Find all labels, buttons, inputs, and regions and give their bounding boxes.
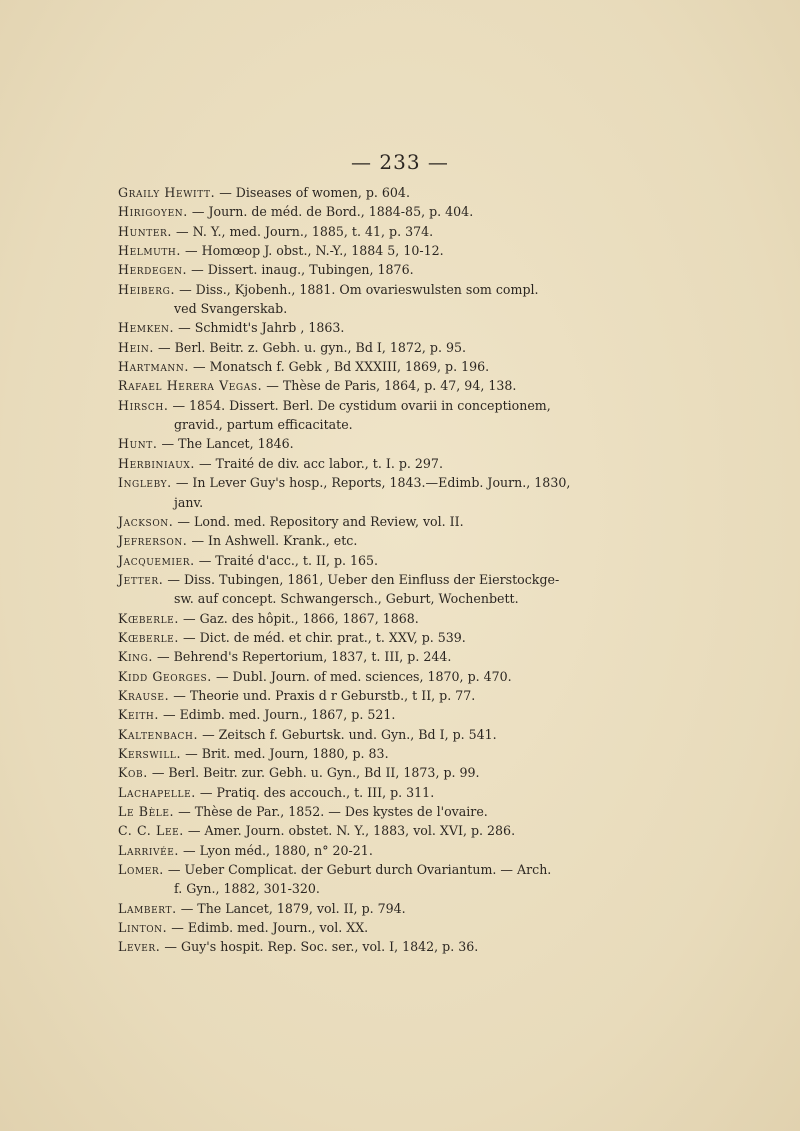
author-name: Jetter. <box>118 571 164 587</box>
reference-text: — Berl. Beitr. z. Gebh. u. gyn., Bd I, 1872, p. 95. <box>158 339 467 355</box>
author-name: Larrivée. <box>118 842 180 858</box>
bibliography-entry <box>118 763 598 782</box>
bibliography-entry <box>118 609 598 628</box>
author-name: Ingleby. <box>118 475 172 491</box>
reference-text: — In Lever Guy's hosp., Reports, 1843.—Edimb. Journ., 1830, <box>175 475 571 491</box>
bibliography-entry <box>118 667 598 686</box>
bibliography-entry <box>118 628 598 647</box>
bibliography-entry <box>118 222 598 241</box>
reference-text: — Lyon méd., 1880, n° 20-21. <box>183 842 373 858</box>
bibliography-entry <box>118 725 598 744</box>
reference-text: — Amer. Journ. obstet. N. Y., 1883, vol. XVI, p. 286. <box>187 823 516 839</box>
author-name: Kerswill. <box>118 745 182 761</box>
author-name: Le Bèle. <box>118 804 175 819</box>
reference-text: — Lond. med. Repository and Review, vol. II. <box>177 513 464 529</box>
bibliography-entry <box>118 241 598 260</box>
reference-continuation: sw. auf concept. Schwangersch., Geburt, Wochenbett. <box>174 591 519 607</box>
reference-text: — Schmidt's Jahrb , 1863. <box>178 320 345 336</box>
reference-text: — Diss., Kjobenh., 1881. Om ovarieswulsten som compl. <box>179 281 539 297</box>
bibliography-entry <box>118 551 598 570</box>
author-name: Helmuth. <box>118 243 181 259</box>
bibliography-entry <box>118 783 598 802</box>
bibliography-entry <box>118 860 598 899</box>
author-name: Lever. <box>118 939 161 955</box>
reference-text: — Dubl. Journ. of med. sciences, 1870, p. 470. <box>215 668 512 684</box>
author-name: Hunter. <box>118 223 172 239</box>
author-name: Krause. <box>118 687 170 703</box>
bibliography-entry <box>118 434 598 453</box>
author-name: C. C. Lee. <box>118 823 184 839</box>
bibliography-entry <box>118 647 598 666</box>
reference-text: — Gaz. des hôpit., 1866, 1867, 1868. <box>182 610 419 626</box>
reference-text: — Edimb. med. Journ., 1867, p. 521. <box>163 707 396 723</box>
author-name: Jefrerson. <box>118 533 188 549</box>
bibliography-entry <box>118 705 598 724</box>
bibliography-entry <box>118 376 598 395</box>
reference-text: — Diseases of women, p. 604. <box>219 185 410 200</box>
bibliography-entry <box>118 744 598 763</box>
reference-text: — Ueber Complicat. der Geburt durch Ovariantum. — Arch. <box>167 862 552 878</box>
reference-text: — Traité d'acc., t. II, p. 165. <box>198 552 379 568</box>
bibliography-entry <box>118 396 598 435</box>
reference-text: — Traité de div. acc labor., t. I. p. 297. <box>199 455 443 471</box>
reference-text: — Edimb. med. Journ., vol. XX. <box>171 920 369 936</box>
reference-text: — The Lancet, 1846. <box>161 436 294 452</box>
author-name: Lambert. <box>118 900 177 916</box>
bibliography-entry <box>118 570 598 609</box>
reference-text: — Theorie und. Praxis d r Geburstb., t II, p. 77. <box>173 687 476 703</box>
bibliography-entry <box>118 937 598 956</box>
reference-text: — Zeitsch f. Geburtsk. und. Gyn., Bd I, p. 541. <box>202 726 497 742</box>
author-name: Herdegen. <box>118 262 188 278</box>
reference-text: — Monatsch f. Gebk , Bd XXXIII, 1869, p. 196. <box>193 359 490 375</box>
reference-text: — Thèse de Paris, 1864, p. 47, 94, 138. <box>266 378 517 394</box>
bibliography-entry <box>118 821 598 840</box>
reference-text: — Thèse de Par., 1852. — Des kystes de l'ovaire. <box>178 804 488 819</box>
author-name: Kob. <box>118 765 148 781</box>
bibliography-entry <box>118 454 598 473</box>
bibliography-entry <box>118 473 598 512</box>
reference-text: — Behrend's Repertorium, 1837, t. III, p. 244. <box>157 649 452 665</box>
reference-text: — Dict. de méd. et chir. prat., t. XXV, p. 539. <box>182 629 466 645</box>
reference-text: — Dissert. inaug., Tubingen, 1876. <box>191 262 414 278</box>
author-name: Hein. <box>118 339 154 355</box>
author-name: Jacquemier. <box>118 552 195 568</box>
author-name: Hirigoyen. <box>118 204 188 220</box>
author-name: Kœberle. <box>118 629 179 645</box>
reference-continuation: ved Svangerskab. <box>174 301 288 317</box>
author-name: Hemken. <box>118 320 175 336</box>
author-name: Hartmann. <box>118 359 189 375</box>
bibliography-entry <box>118 357 598 376</box>
reference-continuation: f. Gyn., 1882, 301-320. <box>174 881 320 897</box>
bibliography-entry <box>118 338 598 357</box>
bibliography-list <box>118 183 598 957</box>
author-name: Heiberg. <box>118 281 176 297</box>
bibliography-entry <box>118 318 598 337</box>
reference-text: — Berl. Beitr. zur. Gebh. u. Gyn., Bd II, 1873, p. 99. <box>151 765 480 781</box>
bibliography-entry <box>118 512 598 531</box>
author-name: Graily Hewitt. <box>118 185 216 200</box>
bibliography-entry <box>118 260 598 279</box>
reference-text: — In Ashwell. Krank., etc. <box>191 533 358 549</box>
author-name: Kaltenbach. <box>118 726 199 742</box>
author-name: Kœberle. <box>118 610 179 626</box>
author-name: Herbiniaux. <box>118 455 196 471</box>
author-name: Hunt. <box>118 436 158 452</box>
reference-text: — N. Y., med. Journ., 1885, t. 41, p. 374. <box>176 223 434 239</box>
reference-text: — Homœop J. obst., N.-Y., 1884 5, 10-12. <box>185 243 444 259</box>
reference-continuation: gravid., partum efficacitate. <box>174 417 353 433</box>
bibliography-entry <box>118 686 598 705</box>
bibliography-entry <box>118 183 598 202</box>
author-name: Keith. <box>118 707 159 723</box>
bibliography-entry <box>118 841 598 860</box>
bibliography-entry <box>118 802 598 821</box>
reference-text: — Diss. Tubingen, 1861, Ueber den Einfluss der Eierstockge- <box>167 571 560 587</box>
reference-text: — The Lancet, 1879, vol. II, p. 794. <box>180 900 406 916</box>
reference-text: — Guy's hospit. Rep. Soc. ser., vol. I, 1842, p. 36. <box>164 939 479 955</box>
bibliography-entry <box>118 899 598 918</box>
author-name: Lomer. <box>118 862 164 878</box>
page-number: — 233 — <box>351 150 449 174</box>
author-name: Rafael Herera Vegas. <box>118 378 263 394</box>
author-name: Linton. <box>118 920 168 936</box>
bibliography-entry <box>118 918 598 937</box>
bibliography-entry <box>118 531 598 550</box>
bibliography-entry <box>118 202 598 221</box>
author-name: Lachapelle. <box>118 784 196 800</box>
reference-continuation: janv. <box>174 494 204 510</box>
author-name: Hirsch. <box>118 397 169 413</box>
reference-text: — Journ. de méd. de Bord., 1884-85, p. 404. <box>191 204 474 220</box>
reference-text: — 1854. Dissert. Berl. De cystidum ovarii in conceptionem, <box>172 397 551 413</box>
reference-text: — Pratiq. des accouch., t. III, p. 311. <box>199 784 435 800</box>
author-name: King. <box>118 649 154 665</box>
reference-text: — Brit. med. Journ, 1880, p. 83. <box>185 745 389 761</box>
bibliography-entry <box>118 280 598 319</box>
author-name: Jackson. <box>118 513 174 529</box>
author-name: Kidd Georges. <box>118 668 212 684</box>
